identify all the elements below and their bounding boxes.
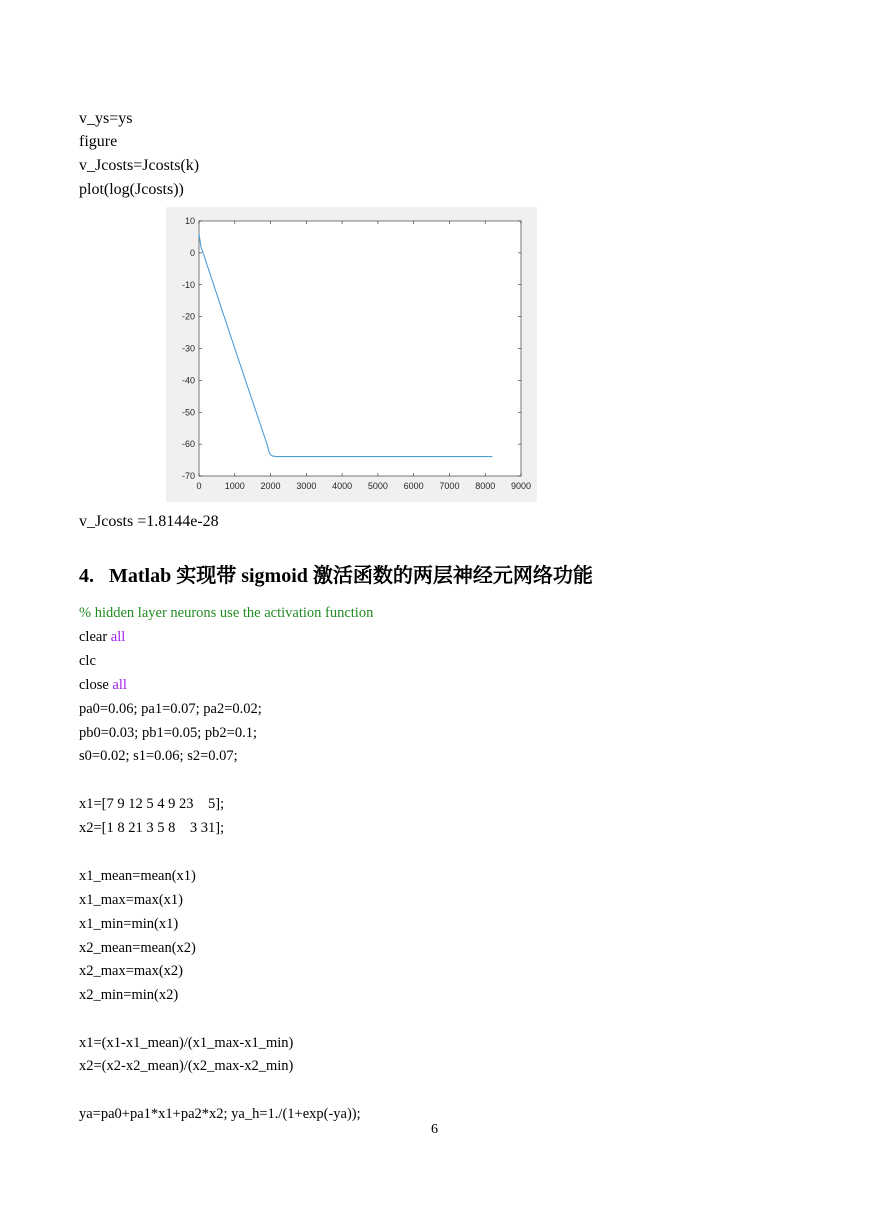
x-tick-label: 9000 [510,481,532,491]
section-heading [79,566,593,586]
y-tick-label: -50 [181,407,195,418]
code-line-clc: clc [79,653,96,669]
y-tick-label: -20 [181,311,195,322]
code-line-x2-max: x2_max=max(x2) [79,963,184,979]
y-tick-label: -70 [181,471,195,481]
code-line-clear [79,630,125,645]
code-line-x1: x1=[7 9 12 5 4 9 23 5]; [79,796,225,812]
y-tick-label: 0 [189,247,195,258]
y-tick-label: -30 [181,343,195,354]
x-tick-label: 2000 [260,481,281,491]
x-tick-label: 6000 [403,481,424,491]
code-line-x1-mean: x1_mean=mean(x1) [79,868,196,884]
code-line-params-s: s0=0.02; s1=0.06; s2=0.07; [79,748,238,764]
code-line-x1-max: x1_max=max(x1) [79,892,184,908]
y-tick-label: -40 [181,375,195,386]
x-tick-label: 8000 [475,481,496,491]
code-line-x2: x2=[1 8 21 3 5 8 3 31]; [79,820,225,836]
x-tick-label: 1000 [224,481,245,491]
x-tick-label: 3000 [296,481,317,491]
code-line-close [79,678,127,693]
code-line-ya: ya=pa0+pa1*x1+pa2*x2; ya_h=1./(1+exp(-ya)); [79,1106,361,1122]
matlab-figure [166,207,537,502]
section-number: 4. [79,565,94,587]
code-line-figure: figure [79,133,118,150]
page-number: 6 [431,1122,438,1137]
code-line-x1-min: x1_min=min(x1) [79,916,179,932]
x-tick-label: 7000 [439,481,460,491]
code-keyword-close: close [79,677,113,693]
x-tick-label: 4000 [332,481,353,491]
code-line-v-jcosts: v_Jcosts=Jcosts(k) [79,157,200,174]
y-tick-label: 10 [184,216,195,226]
code-line-x2-mean: x2_mean=mean(x2) [79,940,196,956]
code-line-x2-min: x2_min=min(x2) [79,987,179,1003]
code-line-params-b: pb0=0.03; pb1=0.05; pb2=0.1; [79,725,257,741]
plot-area [199,221,521,476]
x-tick-label: 5000 [367,481,388,491]
code-line-params-a: pa0=0.06; pa1=0.07; pa2=0.02; [79,701,262,717]
code-line-normalize-x1: x1=(x1-x1_mean)/(x1_max-x1_min) [79,1035,294,1051]
section-title: Matlab 实现带 sigmoid 激活函数的两层神经元网络功能 [109,565,593,587]
code-arg-all: all [110,629,126,645]
code-comment: % hidden layer neurons use the activation function [79,605,374,621]
log-jcosts-line-chart [166,207,537,502]
y-tick-label: -60 [181,439,195,450]
result-output: v_Jcosts =1.8144e-28 [79,513,219,530]
code-keyword-clear: clear [79,629,111,645]
code-line-normalize-x2: x2=(x2-x2_mean)/(x2_max-x2_min) [79,1058,294,1074]
code-line-plot: plot(log(Jcosts)) [79,181,184,198]
code-arg-all: all [112,677,127,693]
code-line-v-ys: v_ys=ys [79,110,133,127]
x-tick-label: 0 [196,481,202,491]
y-tick-label: -10 [181,279,195,290]
